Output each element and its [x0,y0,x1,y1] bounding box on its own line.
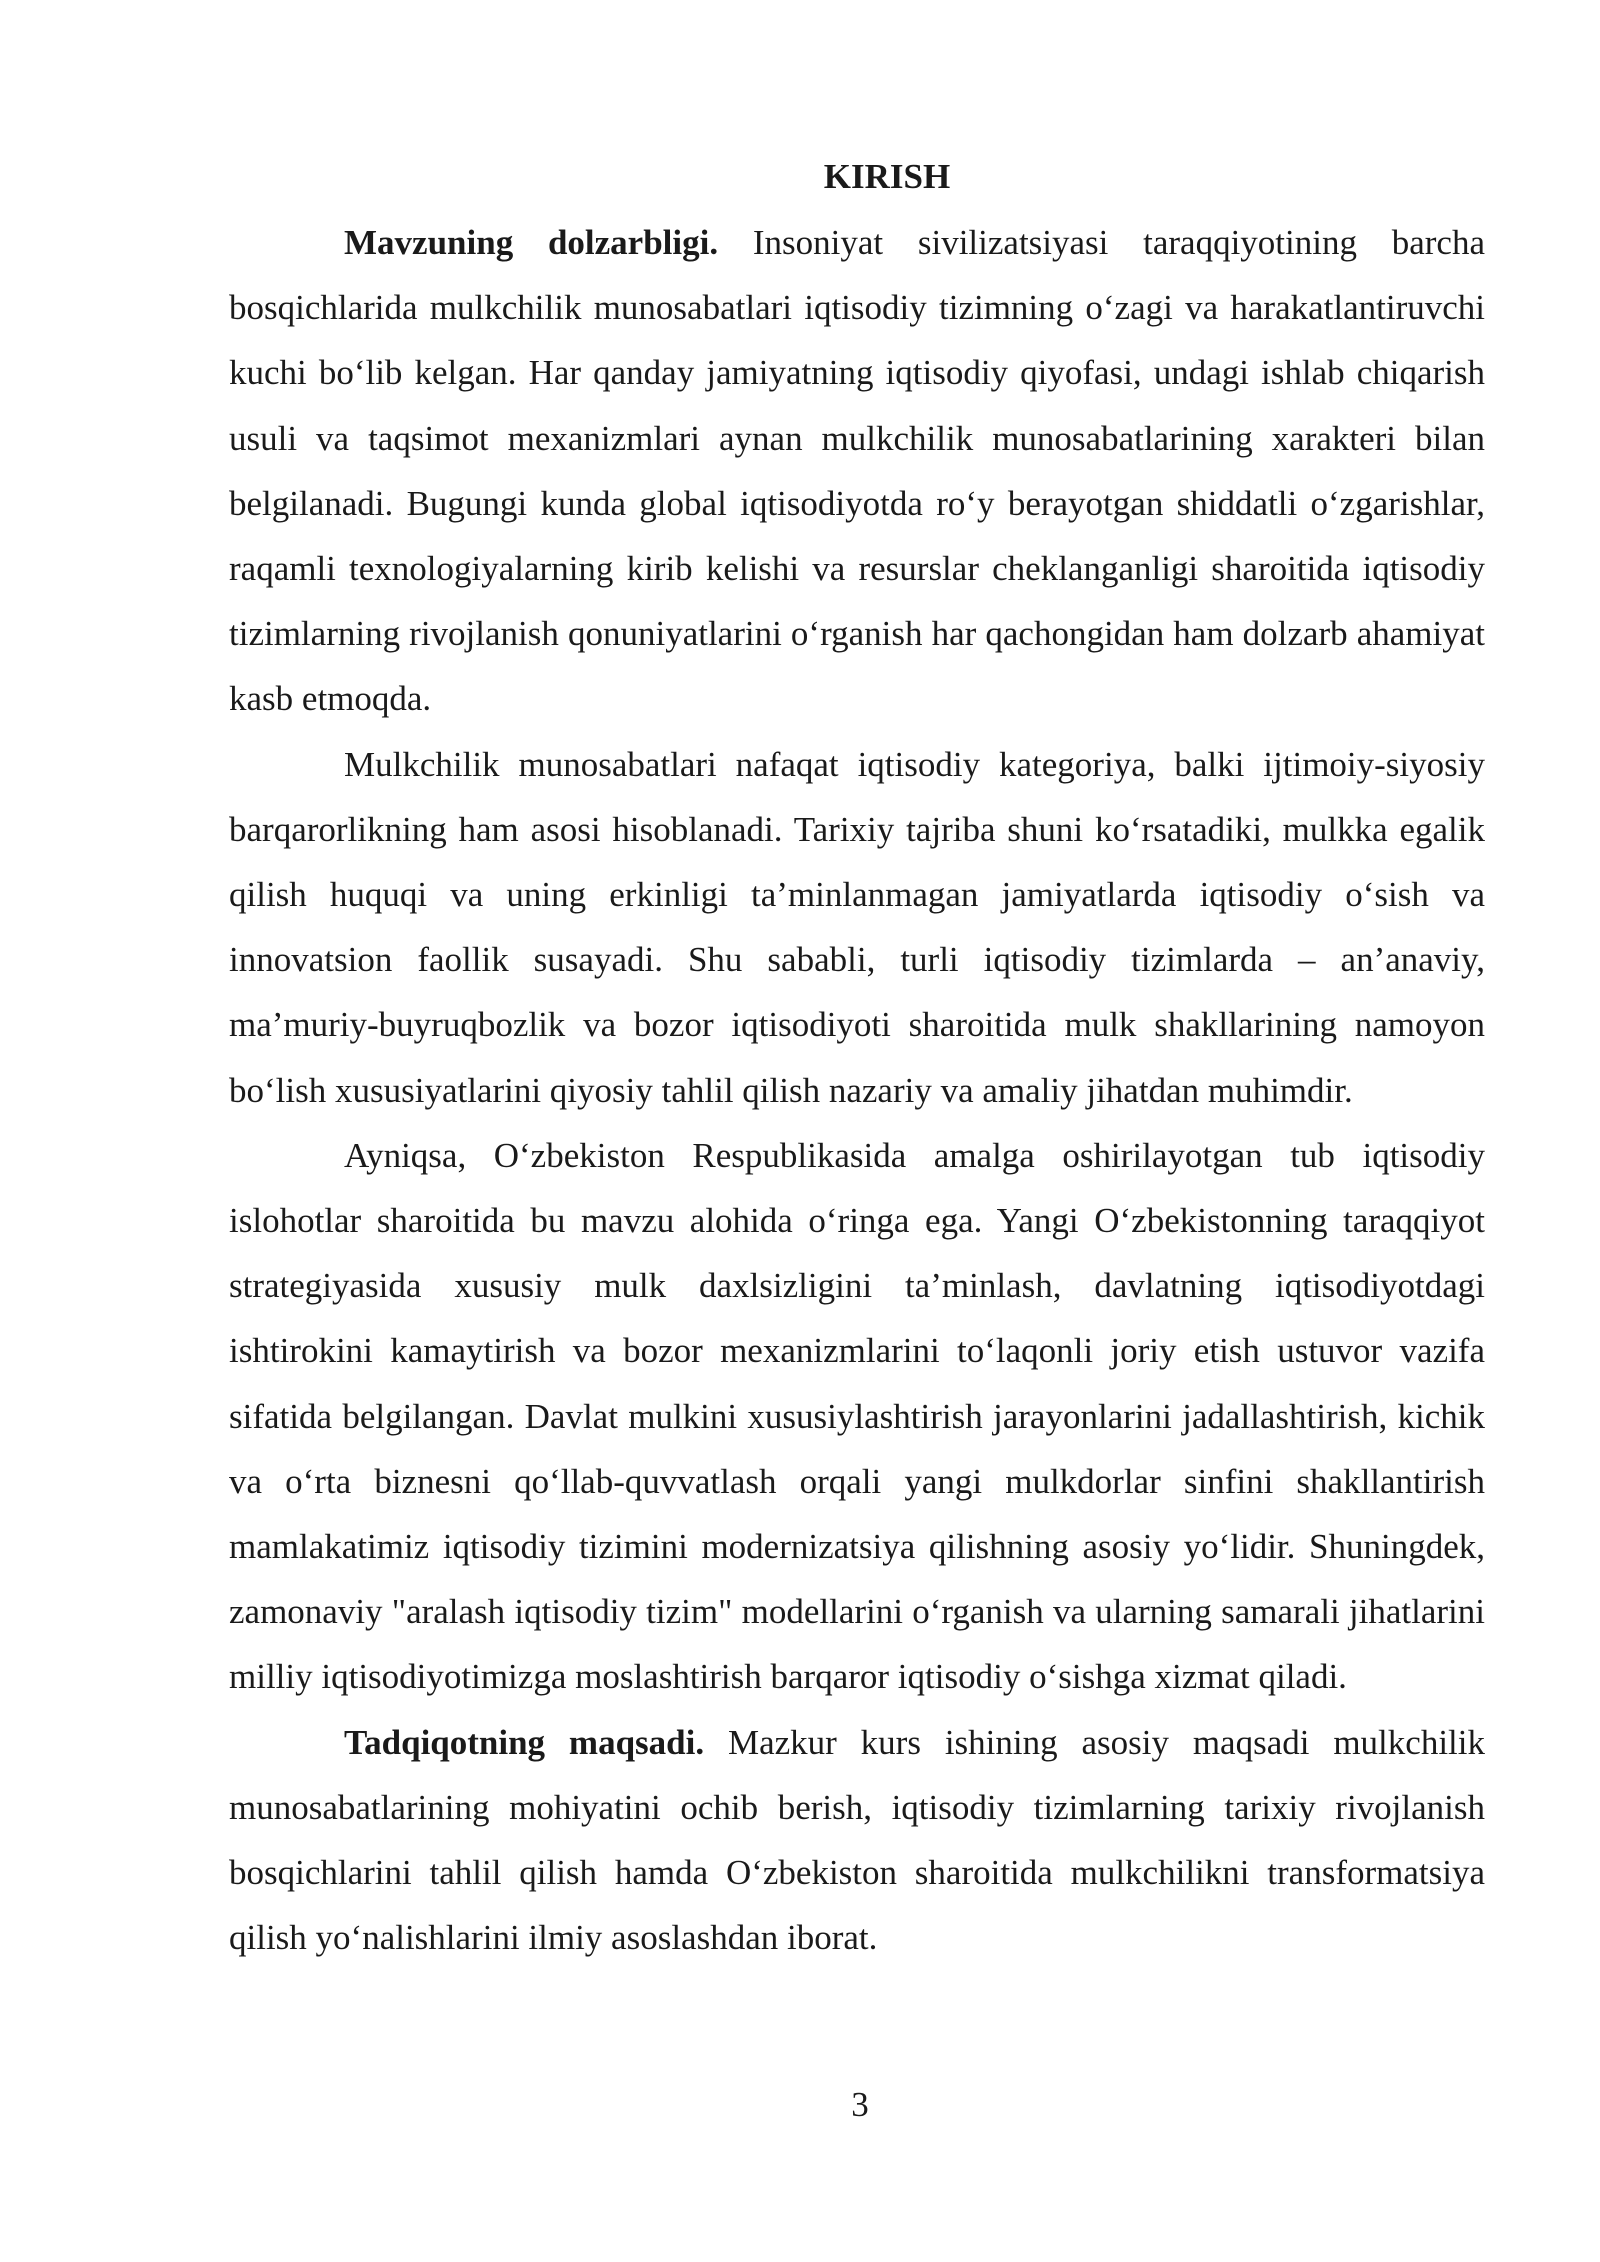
paragraph-research-goal [229,1710,1485,1971]
paragraph-text-relevance: Insoniyat sivilizatsiyasi taraqqiyotining barcha bosqichlarida mulkchilik munosabatlari iqtisodiy tizimning o‘zagi va harakatlantiruvchi kuchi bo‘lib kelgan. Har qanday jamiyatning iqtisodiy qiyofasi, undagi ishlab chiqarish usuli va taqsimot mexanizmlari aynan mulkchilik munosabatlarining xarakteri bilan belgilanadi. Bugungi kunda global iqtisodiyotda ro‘y berayotgan shiddatli o‘zgarishlar, raqamli texnologiyalarning kirib kelishi va resurslar cheklanganligi sharoitida iqtisodiy tizimlarning rivojlanish qonuniyatlarini o‘rganish har qachongidan ham dolzarb ahamiyat kasb etmoqda. [229,223,1485,719]
paragraph-uzbekistan-reforms [229,1123,1485,1710]
paragraph-text-property-relations: Mulkchilik munosabatlari nafaqat iqtisodiy kategoriya, balki ijtimoiy-siyosiy barqarorlikning ham asosi hisoblanadi. Tarixiy tajriba shuni ko‘rsatadiki, mulkka egalik qilish huquqi va uning erkinligi ta’minlanmagan jamiyatlarda iqtisodiy o‘sish va innovatsion faollik susayadi. Shu sababli, turli iqtisodiy tizimlarda – an’anaviy, ma’muriy-buyruqbozlik va bozor iqtisodiyoti sharoitida mulk shakllarining namoyon bo‘lish xususiyatlarini qiyosiy tahlil qilish nazariy va amaliy jihatdan muhimdir. [229,744,1485,1110]
paragraph-text-uzbekistan-reforms: Ayniqsa, O‘zbekiston Respublikasida amalga oshirilayotgan tub iqtisodiy islohotlar sharoitida bu mavzu alohida o‘ringa ega. Yangi O‘zbekistonning taraqqiyot strategiyasida xususiy mulk daxlsizligini ta’minlash, davlatning iqtisodiyotdagi ishtirokini kamaytirish va bozor mexanizmlarini to‘laqonli joriy etish ustuvor vazifa sifatida belgilangan. Davlat mulkini xususiylashtirish jarayonlarini jadallashtirish, kichik va o‘rta biznesni qo‘llab-quvvatlash orqali yangi mulkdorlar sinfini shakllantirish mamlakatimiz iqtisodiy tizimini modernizatsiya qilishning asosiy yo‘lidir. Shuningdek, zamonaviy "aralash iqtisodiy tizim" modellarini o‘rganish va ularning samarali jihatlarini milliy iqtisodiyotimizga moslashtirish barqaror iqtisodiy o‘sishga xizmat qiladi. [229,1135,1485,1697]
paragraph-lead-relevance: Mavzuning dolzarbligi. [344,223,719,262]
paragraph-relevance [229,210,1485,732]
paragraph-text-research-goal: Mazkur kurs ishining asosiy maqsadi mulkchilik munosabatlarining mohiyatini ochib berish, iqtisodiy tizimlarning tarixiy rivojlanish bosqichlarini tahlil qilish hamda O‘zbekiston sharoitida mulkchilikni transformatsiya qilish yo‘nalishlarini ilmiy asoslashdan iborat. [229,1722,1485,1958]
document-body [229,145,1485,1970]
paragraph-property-relations [229,732,1485,1123]
page-number: 3 [851,2085,869,2124]
section-heading: KIRISH [823,157,951,196]
paragraph-lead-research-goal: Tadqiqotning maqsadi. [344,1722,705,1762]
